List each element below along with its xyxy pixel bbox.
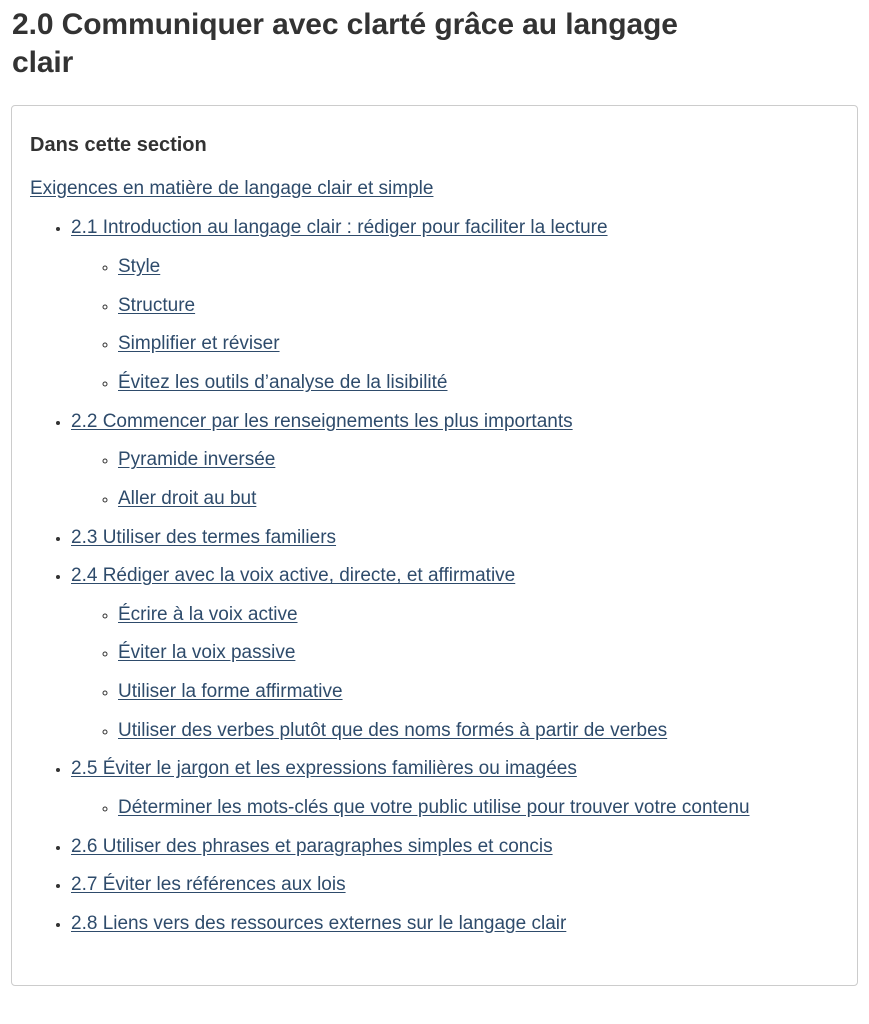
in-this-section-card (11, 105, 858, 986)
link-2-5[interactable]: 2.5 Éviter le jargon et les expressions familières ou imagées (71, 758, 577, 780)
list-item (118, 602, 839, 628)
link-2-1-style[interactable]: Style (118, 256, 161, 278)
list-item (118, 486, 839, 512)
link-2-4-verbes-plutot-que-noms[interactable]: Utiliser des verbes plutôt que des noms formés à partir de verbes (118, 719, 668, 741)
list-item (71, 215, 839, 395)
link-2-4-ecrire-voix-active[interactable]: Écrire à la voix active (118, 603, 298, 625)
card-heading: Dans cette section (30, 133, 207, 156)
link-2-2-pyramide-inversee[interactable]: Pyramide inversée (118, 449, 276, 471)
link-2-4-forme-affirmative[interactable]: Utiliser la forme affirmative (118, 681, 343, 703)
list-item (71, 911, 839, 937)
list-item (118, 293, 839, 319)
list-item (118, 254, 839, 280)
list-item (71, 872, 839, 898)
list-item (118, 795, 839, 821)
list-item (118, 718, 839, 744)
list-item (71, 834, 839, 860)
link-2-2[interactable]: 2.2 Commencer par les renseignements les plus importants (71, 410, 573, 432)
sublist-2-2 (71, 447, 839, 511)
list-item (118, 640, 839, 666)
page-title: 2.0 Communiquer avec clarté grâce au langage clair (12, 8, 678, 80)
sublist-2-5 (71, 795, 839, 821)
list-item (118, 447, 839, 473)
intro-link-paragraph (30, 176, 839, 202)
link-exigences-langage-clair-simple[interactable]: Exigences en matière de langage clair et simple (30, 177, 434, 199)
link-2-1-structure[interactable]: Structure (118, 294, 196, 316)
link-2-4-eviter-voix-passive[interactable]: Éviter la voix passive (118, 642, 296, 664)
table-of-contents-list (30, 215, 839, 936)
list-item (118, 331, 839, 357)
link-2-4[interactable]: 2.4 Rédiger avec la voix active, directe, et affirmative (71, 565, 516, 587)
link-2-1-evitez-outils-analyse[interactable]: Évitez les outils d’analyse de la lisibilité (118, 371, 448, 393)
link-2-3[interactable]: 2.3 Utiliser des termes familiers (71, 526, 337, 548)
sublist-2-1 (71, 254, 839, 396)
link-2-2-aller-droit-au-but[interactable]: Aller droit au but (118, 487, 257, 509)
list-item (71, 563, 839, 743)
sublist-2-4 (71, 602, 839, 744)
list-item (71, 525, 839, 551)
link-2-1-simplifier-reviser[interactable]: Simplifier et réviser (118, 333, 280, 355)
link-2-6[interactable]: 2.6 Utiliser des phrases et paragraphes simples et concis (71, 835, 553, 857)
link-2-7[interactable]: 2.7 Éviter les références aux lois (71, 874, 346, 896)
list-item (71, 409, 839, 512)
link-2-5-determiner-mots-cles[interactable]: Déterminer les mots-clés que votre public utilise pour trouver votre contenu (118, 797, 750, 819)
list-item (118, 679, 839, 705)
list-item (71, 756, 839, 820)
link-2-1[interactable]: 2.1 Introduction au langage clair : rédiger pour faciliter la lecture (71, 217, 608, 239)
link-2-8[interactable]: 2.8 Liens vers des ressources externes sur le langage clair (71, 912, 567, 934)
list-item (118, 370, 839, 396)
